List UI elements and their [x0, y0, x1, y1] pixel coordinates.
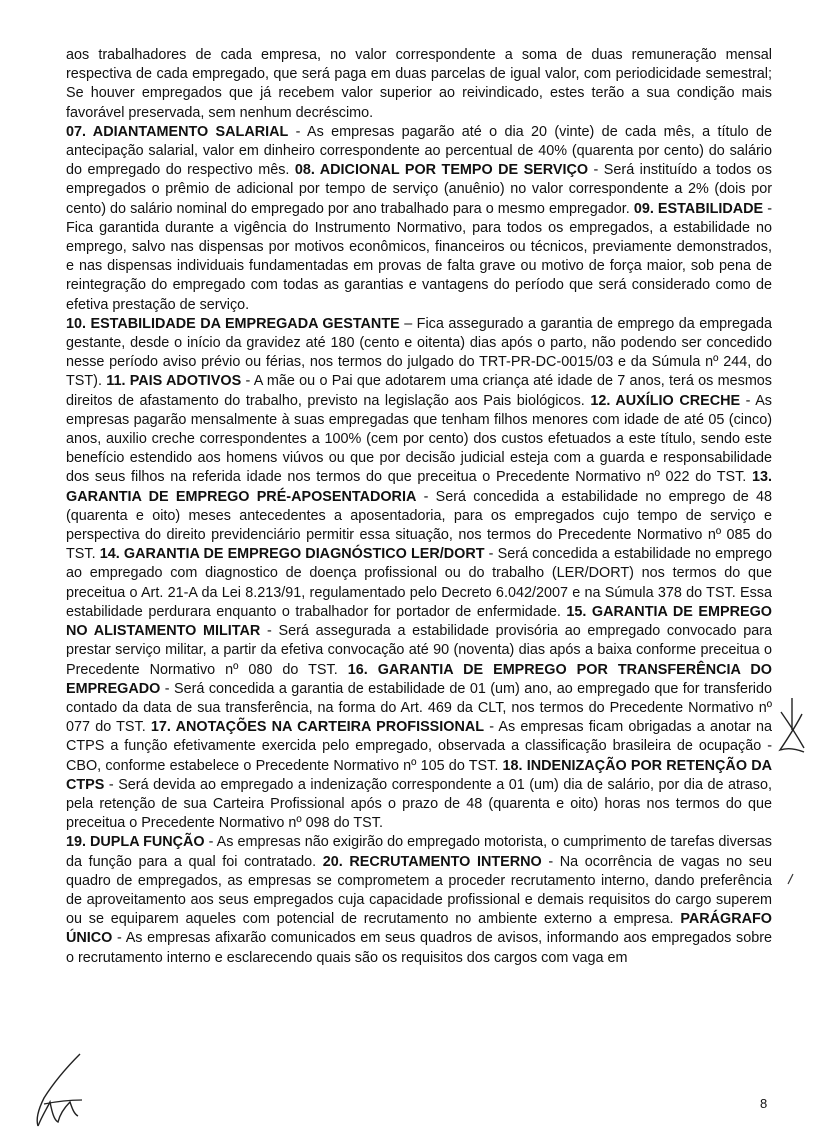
clause-18-heading: 18. INDENIZAÇÃO POR RETENÇÃO DA CTPS: [66, 757, 772, 793]
clause-09-text: - Fica garantida durante a vigência do Instrumento Normativo, para todos os empregados, a estabilidade no emprego, salvo nas dispensas por motivos econômicos, financeiros ou técnicos, previamente demonstrados, e nas dispensas individuais fundamentadas em provas de falta grave ou motivo de força maior, sob pena de reintegração do empregado com todas as garantias e vantagens do período que será considerado como de efetiva prestação de serviço.: [66, 200, 772, 313]
clause-14-heading: 14. GARANTIA DE EMPREGO DIAGNÓSTICO LER/DORT: [99, 546, 485, 563]
initials-signature-left: [30, 1052, 90, 1132]
clause-13-text: - Será concedida a estabilidade no emprego de 48 (quarenta e oito) meses antecedentes a aposentadoria, para os empregados cujo tempo de serviço e perspectiva do direito previdenciário permitir essa situação, nos termos do Precedente Normativo nº 085 do TST.: [66, 488, 772, 563]
clause-17-heading: 17. ANOTAÇÕES NA CARTEIRA PROFISSIONAL: [150, 719, 485, 736]
clause-11-text: - A mãe ou o Pai que adotarem uma criança até idade de 7 anos, terá os mesmos direitos de afastamento do trabalho, previsto na legislação aos Pais biológicos.: [66, 373, 772, 409]
tick-mark: [785, 872, 795, 886]
page-number: 8: [760, 1096, 768, 1111]
clause-10-heading: 10. ESTABILIDADE DA EMPREGADA GESTANTE: [66, 315, 400, 332]
clause-14-text: - Será concedida a estabilidade no emprego ao empregado com diagnostico de doença profissional ou do trabalho (LER/DORT) nos termos do que preceitua o Art. 21-A da Lei 8.213/91, regulamentado pelo Decreto 6.042/2007 e na Súmula 378 do TST. Essa estabilidade perdurara enquanto o trabalhador for portador de enfermidade.: [66, 546, 772, 620]
clause-12-text: - As empresas pagarão mensalmente à suas empregadas que tenham filhos menores com idade de até 05 (cinco) anos, auxilio creche correspondentes a 100% (cem por cento) dos custos efetuados a este título, sendo este benefício estendido aos homens viúvos ou que por decisão judicial esteja com a guarda e responsabilidade dos seus filhos na referida idade nos termos do que preceitua o Precedente Normativo nº 022 do TST.: [66, 392, 773, 486]
clause-07-heading: 07. ADIANTAMENTO SALARIAL: [66, 123, 289, 140]
clause-10-text: – Fica assegurado a garantia de emprego da empregada gestante, desde o início da gravidez até 180 (cento e oitenta) dias após o parto, não podendo ser concedido nesse período aviso prévio ou férias, nos termos do julgado do TRT-PR-DC-0015/03 e da Súmula nº 244, do TST).: [66, 315, 772, 390]
clause-11-heading: 11. PAIS ADOTIVOS: [106, 373, 242, 390]
clause-07-text: - As empresas pagarão até o dia 20 (vinte) de cada mês, a título de antecipação salarial, valor em dinheiro correspondente ao percentual de 40% (quarenta por cento) do salário do empregado do respectivo mês.: [66, 123, 772, 179]
clause-17-text: - As empresas ficam obrigadas a anotar na CTPS a função efetivamente exercida pelo empregado, observada a classificação brasileira de ocupação - CBO, conforme estabelece o Precedente Normativo nº 105 do TST.: [66, 719, 772, 774]
clause-16-heading: 16. GARANTIA DE EMPREGO POR TRANSFERÊNCIA DO EMPREGADO: [66, 661, 772, 697]
paragraph-intro: aos trabalhadores de cada empresa, no valor correspondente a soma de duas remuneração mensal respectiva de cada empregado, que será paga em duas parcelas de igual valor, com periodicidade semestral; Se houver empregados que já recebem valor superior ao reivindicado, estes terão a sua condição mais favorável preservada, sem nenhum decréscimo.: [66, 47, 772, 121]
clause-19-text: - As empresas não exigirão do empregado motorista, o cumprimento de tarefas diversas da função para a qual foi contratado.: [66, 834, 773, 870]
paragrafo-unico-text: - As empresas afixarão comunicados em seus quadros de avisos, informando aos empregados sobre o recrutamento interno e esclarecendo quais são os requisitos dos cargos com vaga em: [66, 930, 772, 966]
clause-15-heading: 15. GARANTIA DE EMPREGO NO ALISTAMENTO MILITAR: [66, 603, 772, 640]
clause-18-text: - Será devida ao empregado a indenização correspondente a 01 (um) dia de salário, por dia de atraso, pela retenção de sua Carteira Profissional após o prazo de 48 (quarenta e oito) horas nos termos do que preceitua o Precedente Normativo nº 098 do TST.: [66, 776, 772, 832]
paragrafo-unico-heading: PARÁGRAFO ÚNICO: [66, 911, 772, 947]
clause-20-text: - Na ocorrência de vagas no seu quadro de empregados, as empresas se comprometem a proceder recrutamento interno, dando preferência de aproveitamento aos seus empregados cuja capacidade profissional e demais requisitos do cargo superem ou se equiparem aqueles com potencial de recrutamento no ambiente externo a empresa.: [66, 853, 773, 928]
initials-signature-right: [776, 696, 808, 758]
clause-09-heading: 09. ESTABILIDADE: [633, 200, 764, 217]
clause-13-heading: 13. GARANTIA DE EMPREGO PRÉ-APOSENTADORIA: [66, 469, 772, 505]
clause-19-heading: 19. DUPLA FUNÇÃO: [66, 834, 205, 851]
clause-08-text: - Será instituído a todos os empregados o prêmio de adicional por tempo de serviço (anuênio) no valor correspondente a 2% (dois por cento) do salário nominal do empregado por ano trabalhado para o mesmo empregador.: [66, 162, 772, 217]
clause-12-heading: 12. AUXÍLIO CRECHE: [590, 392, 741, 409]
clause-16-text: - Será concedida a garantia de estabilidade de 01 (um) ano, ao empregado que for transferido contado da data de sua transferência, na forma do Art. 469 da CLT, nos termos do Precedente Normativo nº 077 do TST.: [66, 680, 772, 736]
clause-15-text: - Será assegurada a estabilidade provisória ao empregado convocado para prestar serviço militar, a partir da efetiva convocação até 90 (noventa) dias após a baixa conforme preceitua o Precedente Normativo nº 080 do TST.: [66, 623, 772, 678]
body-text: [66, 46, 772, 968]
clause-08-heading: 08. ADICIONAL POR TEMPO DE SERVIÇO: [294, 162, 589, 179]
clause-20-heading: 20. RECRUTAMENTO INTERNO: [322, 853, 542, 870]
